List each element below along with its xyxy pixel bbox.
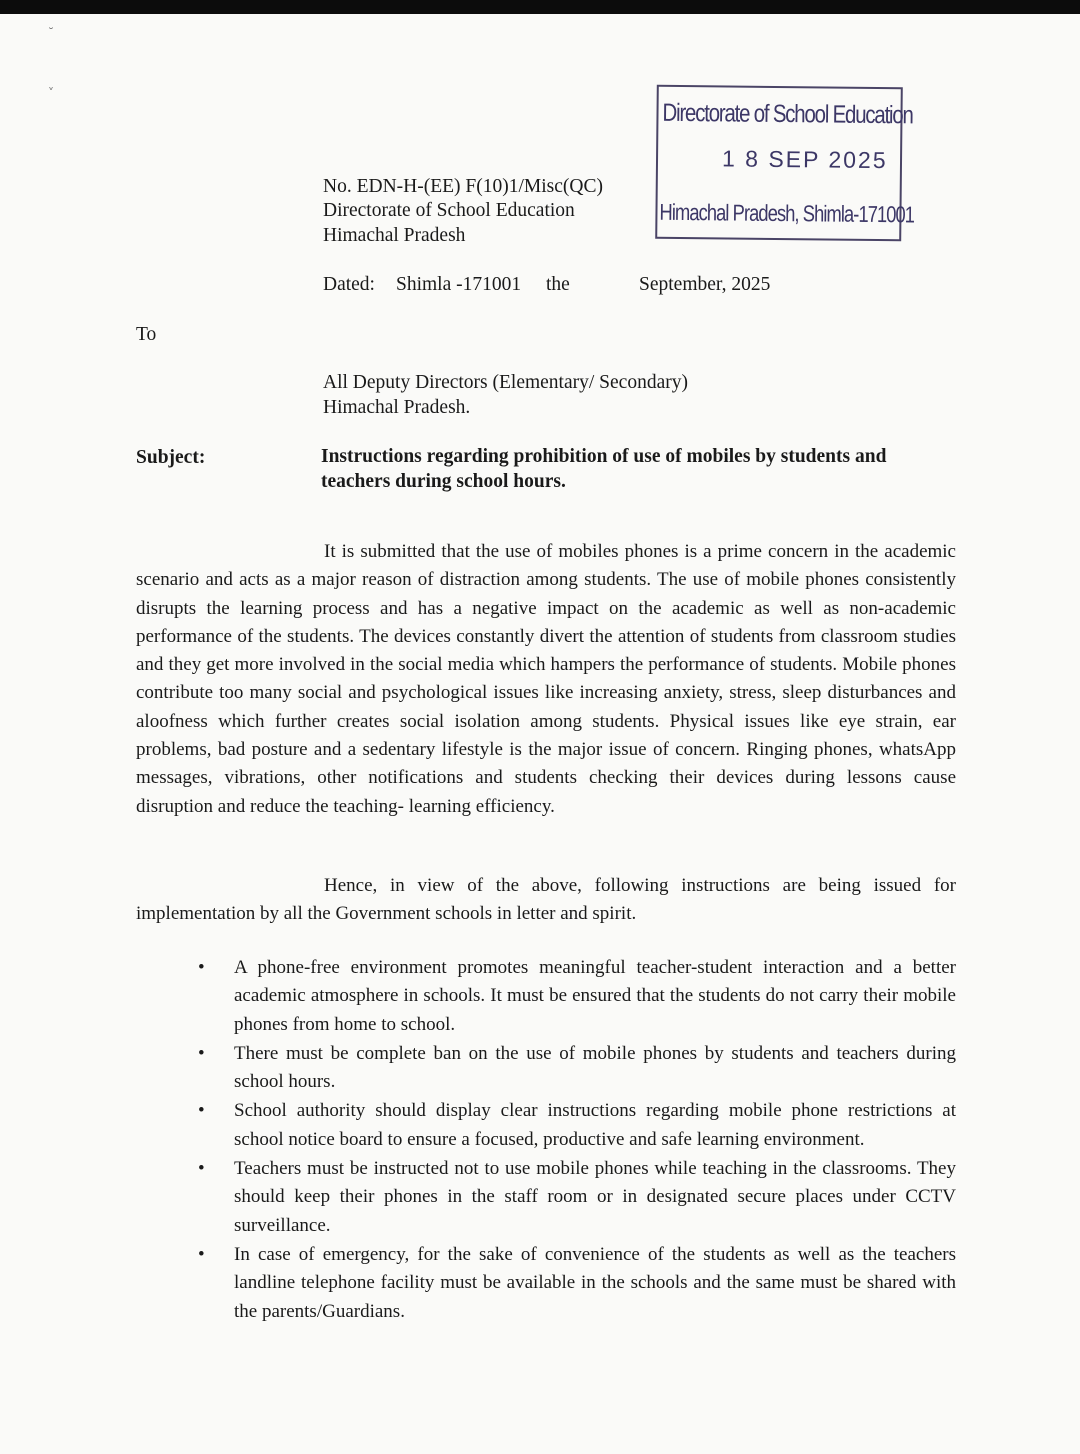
instruction-item [198,1155,956,1240]
instruction-text: Teachers must be instructed not to use mobile phones while teaching in the classrooms. They should keep their phones in the staff room or in designated secure places under CCTV surveillance. [234,1158,956,1236]
instruction-item [198,1241,956,1326]
reference-number: No. EDN-H-(EE) F(10)1/Misc(QC) [323,176,603,197]
bullet-glyph: • [198,1158,205,1180]
body-paragraph-1: It is submitted that the use of mobiles phones is a prime concern in the academic scenario and acts as a major reason of distraction among students. The use of mobile phones consistently disrupts the learning process and has a negative impact on the academic as well as non-academic performance of the students. The devices constantly divert the attention of students from classroom studies and they get more involved in the social media which hampers the performance of students. Mobile phones contribute too many social and psychological issues like increasing anxiety, stress, sleep disturbances and aloofness which further creates social isolation among students. Physical issues like eye strain, ear problems, bad posture and a sedentary lifestyle is the major issue of concern. Ringing phones, whatsApp messages, vibrations, other notifications and students checking their devices during lessons cause disruption and reduce the teaching- learning efficiency. [136,541,956,817]
bullet-glyph: • [198,1100,205,1122]
addressee-location: Himachal Pradesh. [323,397,471,418]
stamp-line-1: Directorate of School Education [662,98,913,130]
bullet-glyph: • [198,957,205,978]
stamp-line-3: Himachal Pradesh, Shimla-171001 [659,198,915,228]
instruction-text: There must be complete ban on the use of mobile phones by students and teachers during school hours. [234,1042,956,1093]
instruction-item [198,1040,956,1097]
dated-the: the [546,274,570,295]
issuing-state: Himachal Pradesh [323,225,466,246]
dated-place: Shimla -171001 [396,274,522,295]
instruction-item [198,954,956,1039]
addressee: All Deputy Directors (Elementary/ Secondary) [323,372,688,393]
instructions-list [198,954,956,1327]
dated-month-year: September, 2025 [639,274,771,295]
stamp-date: 1 8 SEP 2025 [721,145,888,174]
to-label: To [136,324,157,345]
office-stamp [655,85,915,242]
dated-label: Dated: [323,274,375,295]
instruction-text: In case of emergency, for the sake of convenience of the students as well as the teachers landline telephone facility must be available in the schools and the same must be shared with the parents/Guardians. [234,1243,956,1322]
instruction-item [198,1097,956,1154]
top-bar [0,0,1080,14]
body-paragraph-2: Hence, in view of the above, following instructions are being issued for implementation by all the Government schools in letter and spirit. [136,875,956,925]
subject-label: Subject: [136,447,206,468]
issuing-office: Directorate of School Education [323,200,575,221]
instruction-text: A phone-free environment promotes meaningful teacher-student interaction and a better academic atmosphere in schools. It must be ensured that the students do not carry their mobile phones from home to school. [234,957,956,1035]
bullet-glyph: • [198,1042,205,1064]
scan-speck: ˘ [48,26,54,40]
subject-line-1: Instructions regarding prohibition of use of mobiles by students and [321,446,887,467]
bullet-glyph: • [198,1243,205,1265]
scan-speck: ˅ [48,86,54,100]
instruction-text: School authority should display clear instructions regarding mobile phone restrictions at school notice board to ensure a focused, productive and safe learning environment. [234,1100,956,1150]
subject-line-2: teachers during school hours. [321,471,566,492]
